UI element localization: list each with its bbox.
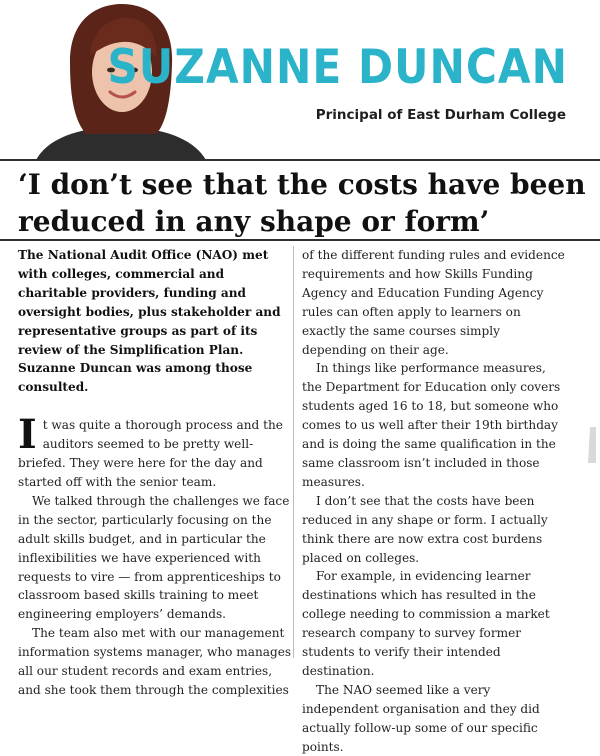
body-paragraph: For example, in evidencing learner destinations which has resulted in the college needing to commission a market research company to survey former students to verify their intended destination. — [302, 569, 550, 678]
page-edge-fragment — [584, 425, 596, 465]
drop-cap: I — [18, 411, 37, 459]
article-header — [0, 0, 600, 160]
body-paragraph: The team also met with our management information systems manager, who manages all our student records and exam entries, and she took them through the complexities — [18, 626, 292, 697]
right-column — [302, 246, 566, 756]
body-paragraph: In things like performance measures, the Department for Education only covers students aged 16 to 18, but someone who comes to us well after their 19th birthday and is doing the same qualification in the same classroom isn’t included in those measures. — [302, 361, 561, 489]
person-name: SUZANNE DUNCAN — [107, 40, 568, 95]
body-paragraph: We talked through the challenges we face in the sector, particularly focusing on the adult skills budget, and in particular the inflexibilities we have experienced with requests to vire — from apprenticeships to classroom based skills training to meet engineering employers’ demands. — [18, 493, 290, 622]
body-paragraph — [18, 411, 292, 492]
standfirst: The National Audit Office (NAO) met with colleges, commercial and charitable providers, funding and oversight bodies, plus stakeholder and representative groups as part of its review of the Simplification Plan. Suzanne Duncan was among those consulted. — [18, 248, 281, 395]
body-paragraph: The NAO seemed like a very independent organisation and they did actually follow-up some of our specific points. — [302, 682, 540, 754]
person-role: Principal of East Durham College — [315, 107, 566, 123]
body-paragraph: of the different funding rules and evidence requirements and how Skills Funding Agency and Education Funding Agency rules can often apply to learners on exactly the same courses simply depending on their age. — [302, 248, 565, 357]
paragraph-text: t was quite a thorough process and the auditors seemed to be pretty well-briefed. They were here for the day and started off with the senior team. — [18, 418, 283, 489]
headline: ‘I don’t see that the costs have been reduced in any shape or form’ — [18, 168, 586, 238]
header-rule — [0, 159, 600, 161]
column-divider — [293, 246, 294, 658]
headline-rule — [0, 239, 600, 241]
left-column — [18, 246, 292, 700]
body-paragraph: I don’t see that the costs have been reduced in any shape or form. I actually think there are now extra cost burdens placed on colleges. — [302, 493, 548, 565]
